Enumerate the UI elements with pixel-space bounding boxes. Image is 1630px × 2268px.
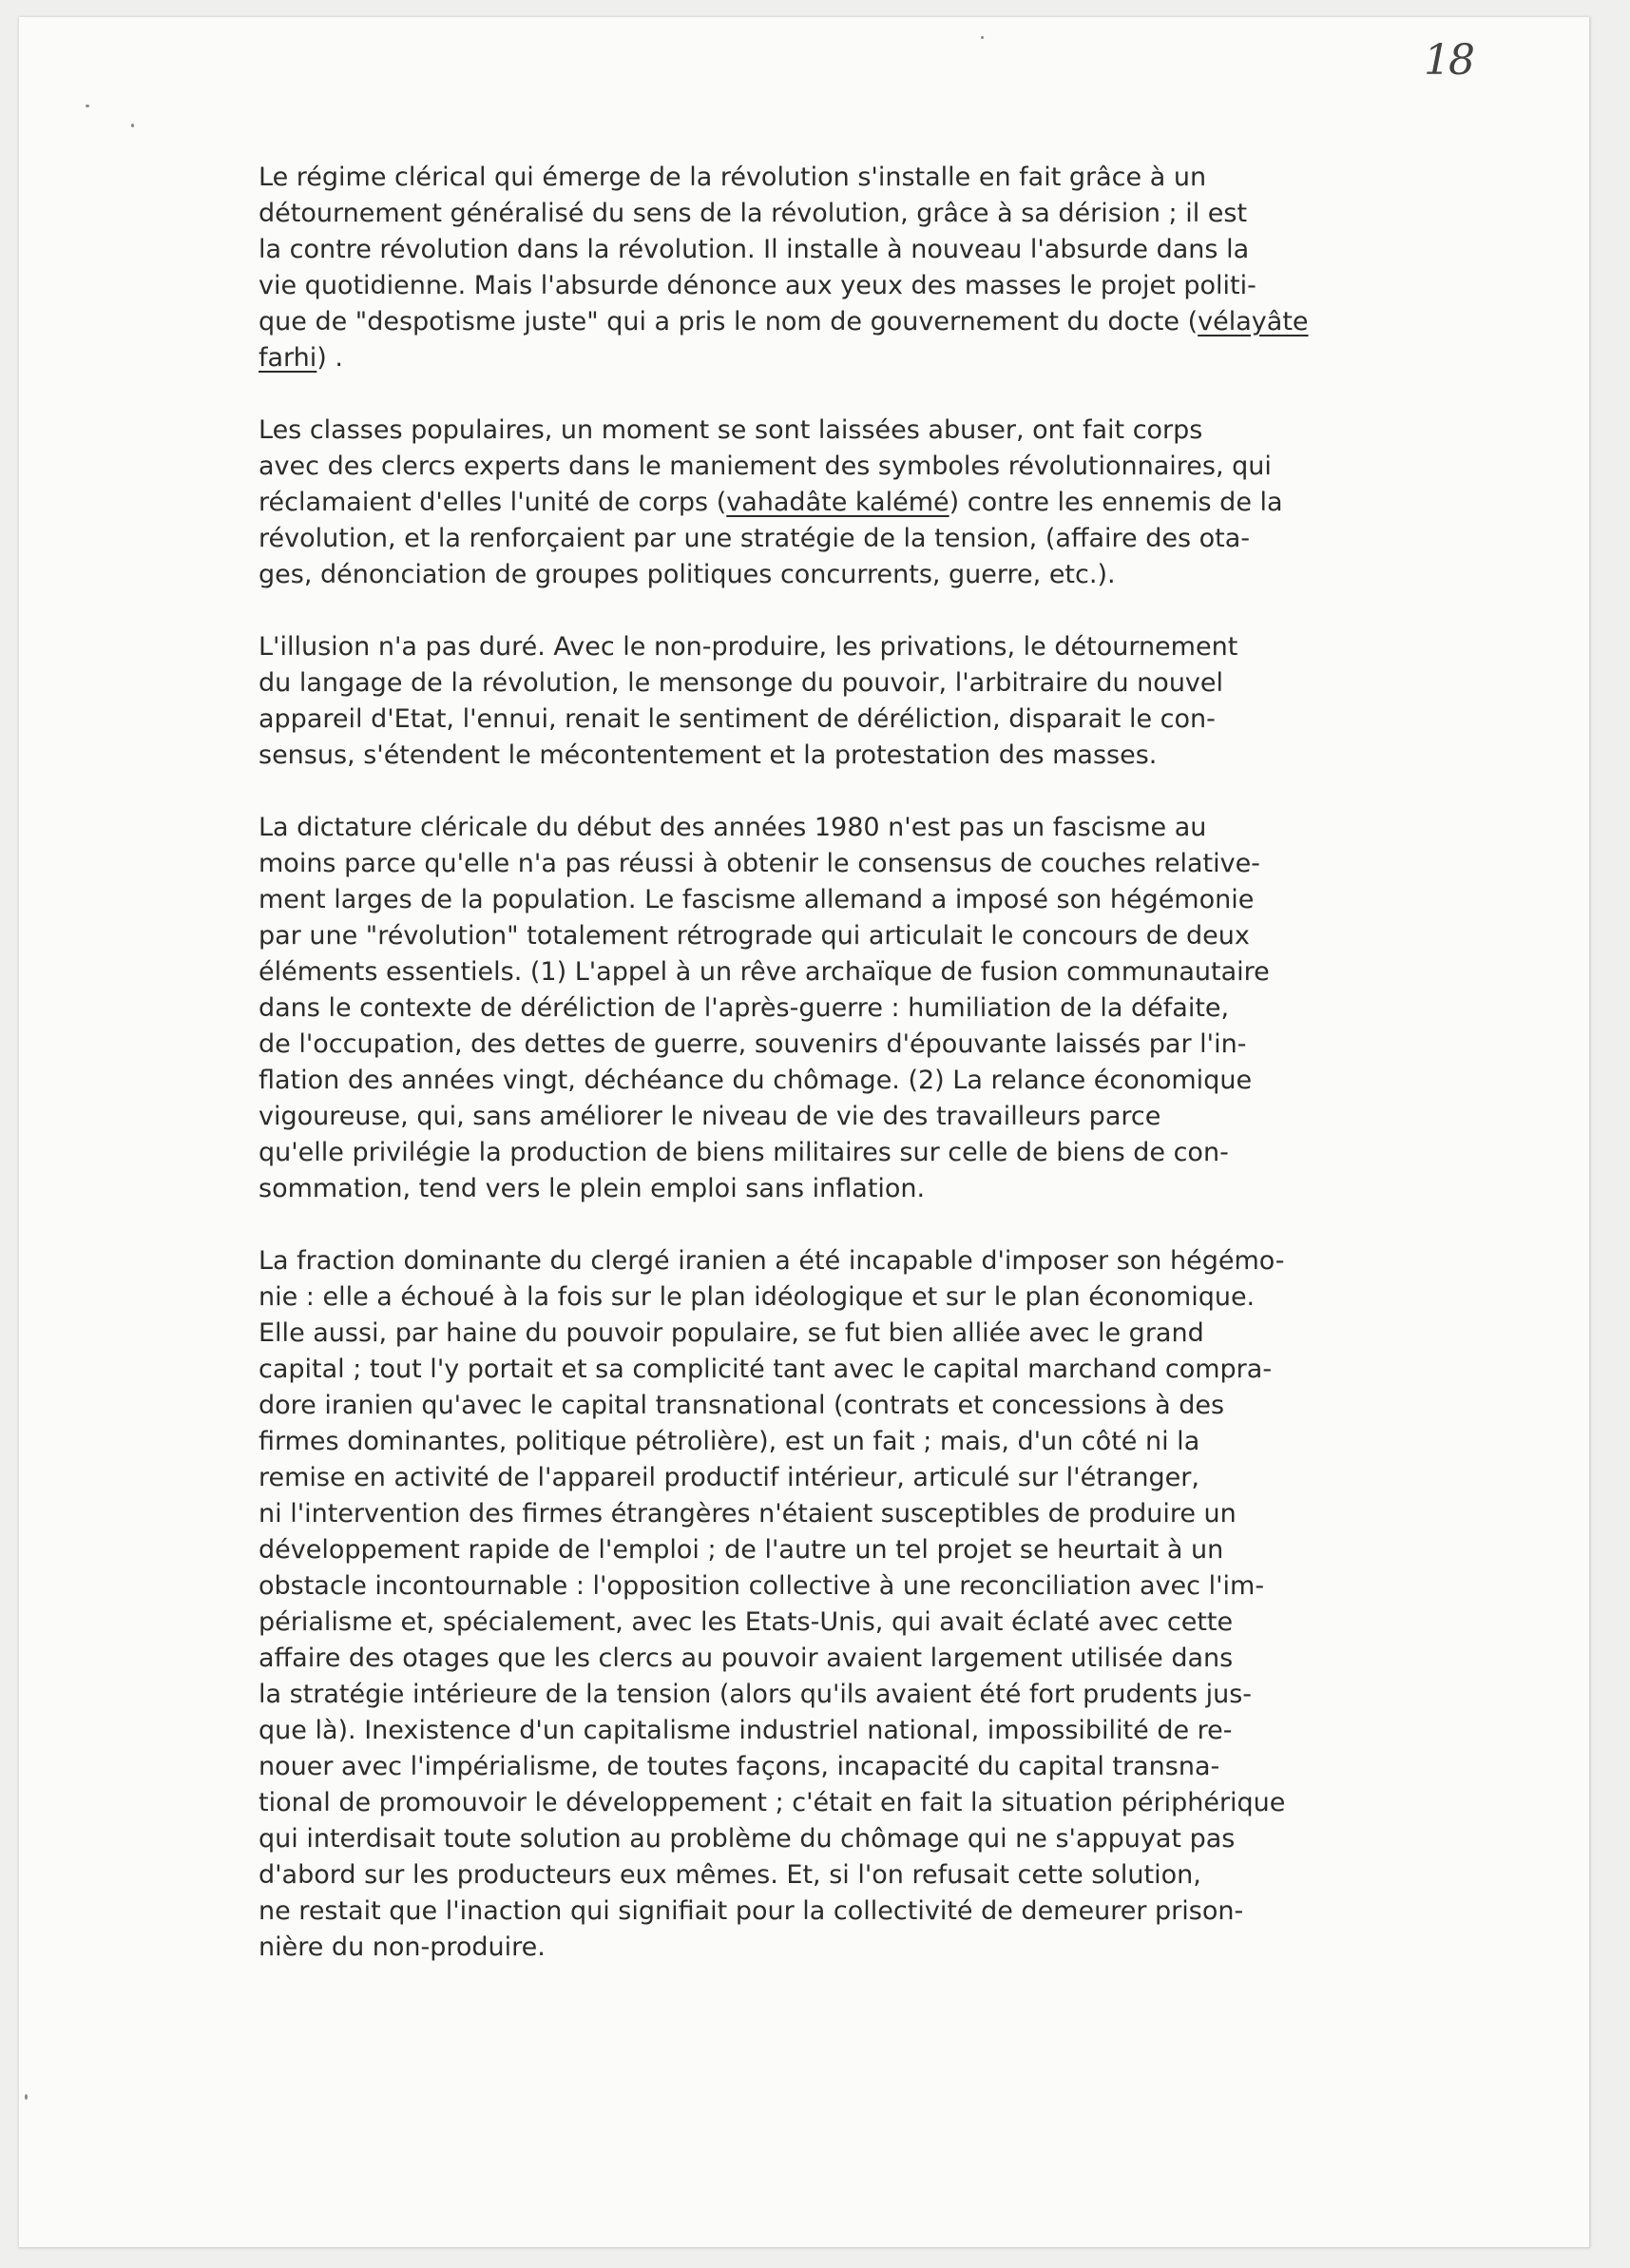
text-line: L'illusion n'a pas duré. Avec le non-produire, les privations, le détournement	[259, 632, 1238, 662]
text-line: Les classes populaires, un moment se sont laissées abuser, ont fait corps	[259, 415, 1203, 445]
text-line: ni l'intervention des firmes étrangères n'étaient susceptibles de produire un	[259, 1499, 1237, 1528]
text-line: sommation, tend vers le plein emploi sans inflation.	[259, 1174, 926, 1203]
text-line: qui interdisait toute solution au problème du chômage qui ne s'appuyat pas	[259, 1824, 1236, 1854]
document-page	[19, 17, 1590, 2248]
paragraph-5	[259, 1243, 1570, 1966]
text-line	[259, 340, 1570, 376]
text-line: révolution, et la renforçaient par une stratégie de la tension, (affaire des ota-	[259, 524, 1251, 553]
text-line	[259, 485, 1570, 521]
underlined-term: farhi	[259, 343, 317, 373]
text-line: ne restait que l'inaction qui signifiait pour la collectivité de demeurer prison-	[259, 1896, 1244, 1926]
text-line: tional de promouvoir le développement ; c'était en fait la situation périphérique	[259, 1788, 1286, 1817]
underlined-term: vélayâte	[1198, 307, 1309, 336]
text-line: flation des années vingt, déchéance du chômage. (2) La relance économique	[259, 1066, 1253, 1095]
text-line: que là). Inexistence d'un capitalisme industriel national, impossibilité de re-	[259, 1716, 1233, 1745]
text-line: nie : elle a échoué à la fois sur le plan idéologique et sur le plan économique.	[259, 1282, 1256, 1312]
text-line: obstacle incontournable : l'opposition collective à une reconciliation avec l'im-	[259, 1571, 1265, 1601]
text-segment: que de "despotisme juste" qui a pris le nom de gouvernement du docte (	[259, 307, 1199, 336]
text-segment: réclamaient d'elles l'unité de corps (	[259, 488, 727, 517]
text-line	[259, 304, 1570, 340]
text-line: firmes dominantes, politique pétrolière), est un fait ; mais, d'un côté ni la	[259, 1427, 1200, 1456]
paper-speck	[981, 36, 984, 39]
page-number: 18	[1424, 36, 1473, 85]
text-segment: ) contre les ennemis de la	[949, 488, 1283, 517]
text-line: périalisme et, spécialement, avec les Etats-Unis, qui avait éclaté avec cette	[259, 1607, 1234, 1637]
text-line: dans le contexte de déréliction de l'après-guerre : humiliation de la défaite,	[259, 993, 1230, 1023]
text-line: nouer avec l'impérialisme, de toutes façons, incapacité du capital transna-	[259, 1752, 1220, 1781]
text-line: du langage de la révolution, le mensonge du pouvoir, l'arbitraire du nouvel	[259, 668, 1224, 698]
underlined-term: vahadâte kalémé	[726, 488, 949, 517]
text-line: d'abord sur les producteurs eux mêmes. Et, si l'on refusait cette solution,	[259, 1860, 1201, 1890]
text-line: La dictature cléricale du début des années 1980 n'est pas un fascisme au	[259, 813, 1207, 842]
text-line: capital ; tout l'y portait et sa complicité tant avec le capital marchand compra-	[259, 1355, 1273, 1384]
text-line: par une "révolution" totalement rétrograde qui articulait le concours de deux	[259, 921, 1250, 951]
text-line: vie quotidienne. Mais l'absurde dénonce aux yeux des masses le projet politi-	[259, 271, 1256, 300]
text-line: avec des clercs experts dans le maniement des symboles révolutionnaires, qui	[259, 452, 1272, 481]
text-line: éléments essentiels. (1) L'appel à un rêve archaïque de fusion communautaire	[259, 957, 1270, 987]
text-line: ges, dénonciation de groupes politiques concurrents, guerre, etc.).	[259, 560, 1116, 589]
text-line: appareil d'Etat, l'ennui, renait le sentiment de déréliction, disparait le con-	[259, 704, 1216, 734]
paragraph-4	[259, 810, 1570, 1207]
text-line: ment larges de la population. Le fascisme allemand a imposé son hégémonie	[259, 885, 1255, 914]
text-line: détournement généralisé du sens de la révolution, grâce à sa dérision ; il est	[259, 199, 1248, 228]
text-line: affaire des otages que les clercs au pouvoir avaient largement utilisée dans	[259, 1643, 1234, 1673]
paper-speck	[25, 2094, 28, 2100]
paragraph-2	[259, 413, 1570, 593]
paper-speck	[86, 105, 89, 107]
body-text	[259, 160, 1570, 2002]
text-line: qu'elle privilégie la production de biens militaires sur celle de biens de con-	[259, 1138, 1229, 1167]
text-line: développement rapide de l'emploi ; de l'autre un tel projet se heurtait à un	[259, 1535, 1224, 1565]
text-line: Le régime clérical qui émerge de la révolution s'installe en fait grâce à un	[259, 163, 1207, 192]
paragraph-1	[259, 160, 1570, 376]
text-line: de l'occupation, des dettes de guerre, souvenirs d'épouvante laissés par l'in-	[259, 1029, 1247, 1059]
text-line: nière du non-produire.	[259, 1932, 546, 1962]
text-segment: ) .	[316, 343, 343, 373]
text-line: dore iranien qu'avec le capital transnational (contrats et concessions à des	[259, 1391, 1225, 1420]
text-line: Elle aussi, par haine du pouvoir populaire, se fut bien alliée avec le grand	[259, 1318, 1204, 1348]
text-line: remise en activité de l'appareil productif intérieur, articulé sur l'étranger,	[259, 1463, 1199, 1492]
text-line: moins parce qu'elle n'a pas réussi à obtenir le consensus de couches relative-	[259, 849, 1260, 878]
text-line: sensus, s'étendent le mécontentement et la protestation des masses.	[259, 740, 1158, 770]
text-line: La fraction dominante du clergé iranien a été incapable d'imposer son hégémo-	[259, 1246, 1285, 1276]
text-line: vigoureuse, qui, sans améliorer le niveau de vie des travailleurs parce	[259, 1102, 1161, 1131]
text-line: la stratégie intérieure de la tension (alors qu'ils avaient été fort prudents jus-	[259, 1680, 1253, 1709]
paragraph-3	[259, 629, 1570, 774]
paper-speck	[131, 124, 134, 127]
text-line: la contre révolution dans la révolution. Il installe à nouveau l'absurde dans la	[259, 235, 1250, 264]
